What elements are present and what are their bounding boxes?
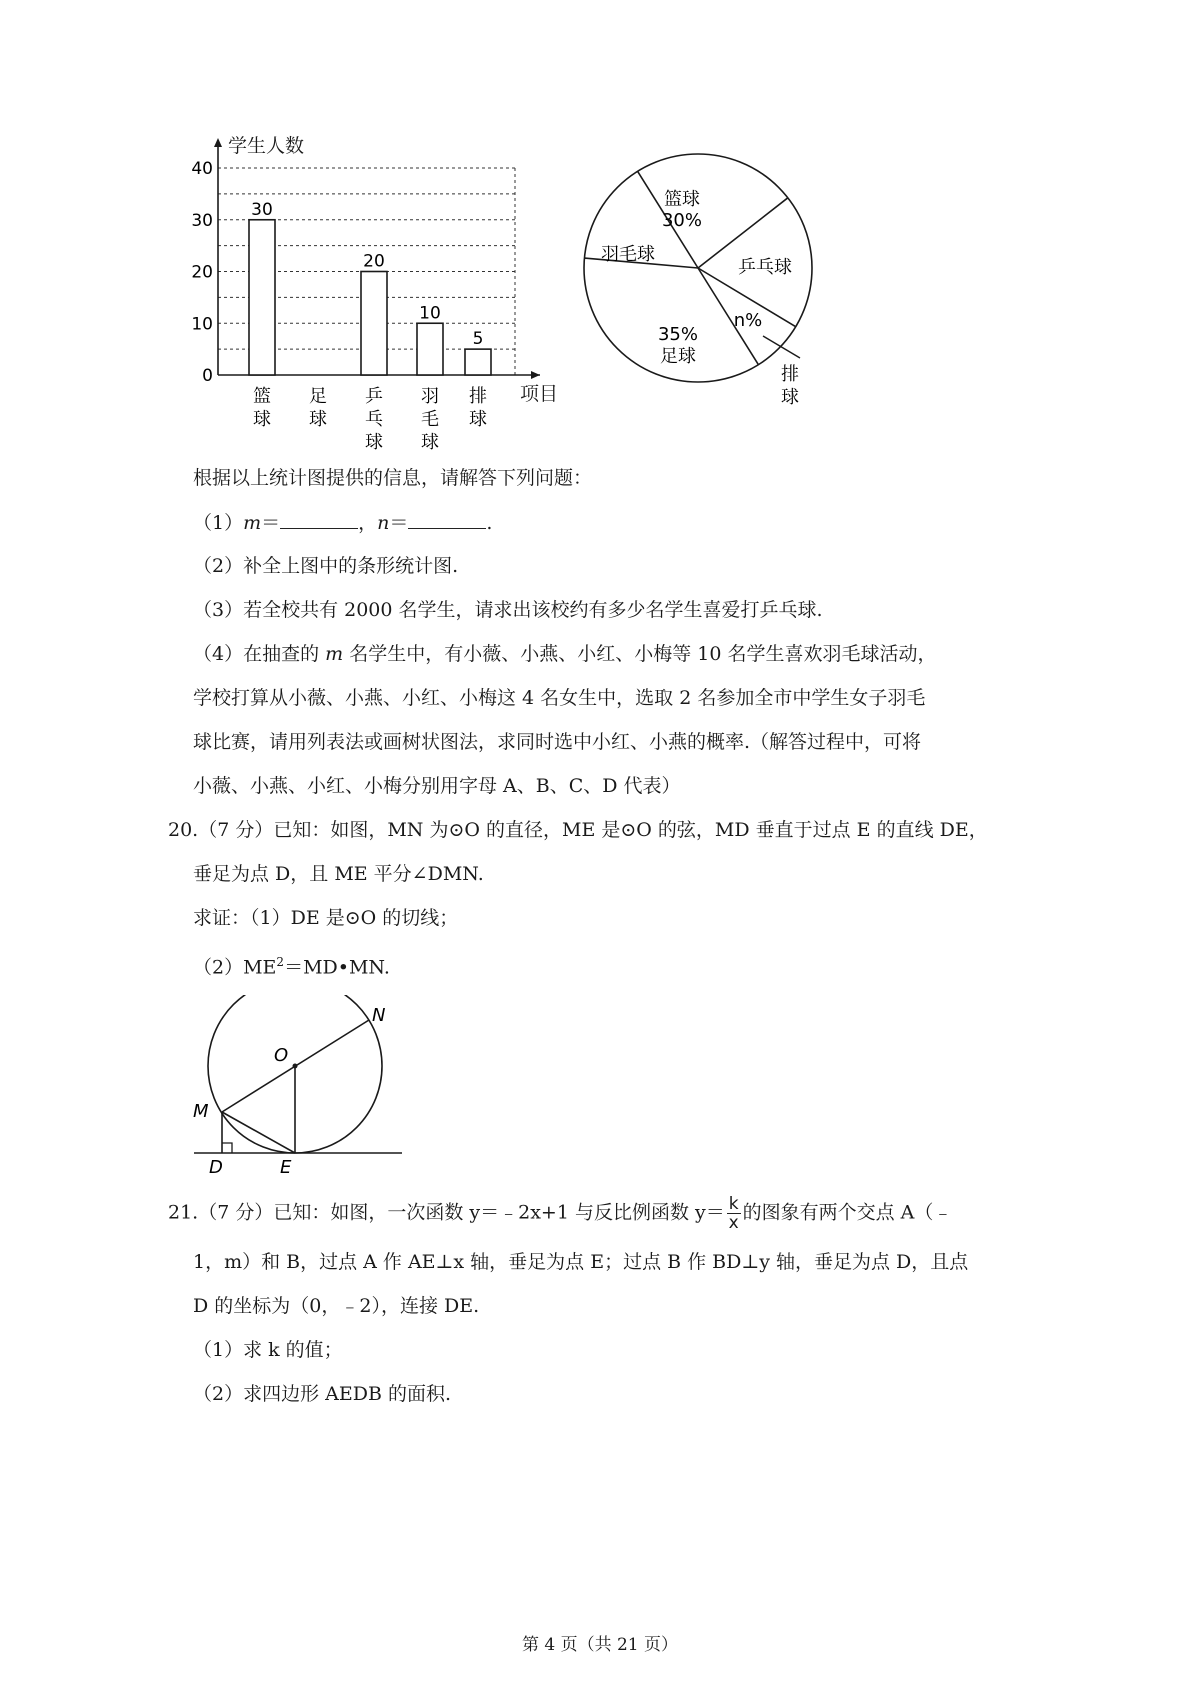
x-category-label: 乓 [365,409,383,430]
pie-label-basketball: 篮球 [664,189,700,210]
bar-data-label: 10 [419,303,441,324]
label-e: E [280,1157,292,1178]
problem-20-line-1: 20.（7 分）已知：如图，MN 为⊙O 的直径，ME 是⊙O 的弦，MD 垂直于过点 E 的直线 DE， [168,819,988,841]
bar-chart-xlabel: 项目 [520,383,559,405]
bar-data-label: 30 [251,199,273,220]
label-n: N [372,1005,386,1026]
pie-value-football: 35% [657,324,699,345]
x-category-label: 乒 [365,386,383,407]
question-4-line-3: 球比赛，请用列表法或画树状图法，求同时选中小红、小燕的概率.（解答过程中，可将 [193,731,922,753]
label-d: D [209,1157,223,1178]
question-3: （3）若全校共有 2000 名学生，请求出该校约有多少名学生喜爱打乒乓球. [193,599,823,621]
pie-label-pingpong: 乒乓球 [738,257,792,278]
bar [361,272,387,376]
circle-figure [188,995,408,1180]
bar-chart [190,130,580,460]
pie-chart [580,140,820,420]
y-tick-label: 10 [191,314,213,335]
problem-21-line-5: （2）求四边形 AEDB 的面积. [193,1383,451,1405]
question-2: （2）补全上图中的条形统计图. [193,555,459,577]
question-4-line-4: 小薇、小燕、小红、小梅分别用字母 A、B、C、D 代表） [193,775,681,797]
bar [417,323,443,375]
problem-21-line-4: （1）求 k 的值； [193,1339,343,1361]
y-tick-label: 0 [202,366,213,386]
page-footer: 第 4 页（共 21 页） [521,1635,679,1655]
center-point [293,1064,298,1069]
problem-21-line-2: 1，m）和 B，过点 A 作 AE⊥x 轴，垂足为点 E；过点 B 作 BD⊥y 轴，垂足为点 D，且点 [193,1251,969,1273]
problem-20-line-3: 求证：（1）DE 是⊙O 的切线； [193,907,459,929]
bar [249,220,275,375]
x-category-label: 毛 [421,409,439,430]
label-o: O [274,1045,289,1066]
intro-text: 根据以上统计图提供的信息，请解答下列问题： [193,467,593,489]
chord-me [222,1112,295,1153]
x-category-label: 球 [253,409,271,430]
y-tick-label: 40 [191,159,213,179]
question-4-line-1: （4）在抽查的 m 名学生中，有小薇、小燕、小红、小梅等 10 名学生喜欢羽毛球活动， [193,643,937,665]
x-category-label: 球 [365,432,383,453]
x-axis-arrow [531,371,540,379]
bar-chart-ylabel: 学生人数 [228,135,305,157]
y-axis-arrow [214,138,222,147]
x-category-label: 排 [469,386,487,407]
problem-20-line-4: $(2)ME^2=MD•MN$. [193,955,390,979]
pie-value-basketball: 30% [661,210,703,231]
x-category-label: 球 [309,409,327,430]
bar [465,349,491,375]
right-angle-mark [222,1143,232,1153]
question-1: （1）m＝ ，n＝ . [193,512,493,534]
pie-callout-line [763,336,800,358]
pie-label-badminton: 羽毛球 [601,244,655,265]
pie-value-n: n% [733,310,763,331]
bar-chart-labels [191,159,487,453]
x-category-label: 球 [469,409,487,430]
x-category-label: 篮 [253,386,271,407]
y-tick-label: 20 [191,262,213,283]
bar-data-label: 5 [472,329,484,350]
pie-callout-char-2: 球 [781,387,799,408]
pie-callout-char-1: 排 [781,364,799,385]
question-4-line-2: 学校打算从小薇、小燕、小红、小梅这 4 名女生中，选取 2 名参加全市中学生女子羽毛 [193,687,926,709]
y-tick-label: 30 [191,210,213,231]
problem-20-line-2: 垂足为点 D，且 ME 平分∠DMN. [193,863,484,885]
problem-21-line-1: 21.（7 分）已知：如图，一次函数 y＝﹣2x+1 与反比例函数 y＝ $\frac{k}{x}$ 的图象有两个交点 A（﹣ [168,1194,953,1233]
x-category-label: 足 [309,386,327,407]
bar-data-label: 20 [363,251,385,272]
label-m: M [193,1101,209,1122]
x-category-label: 羽 [421,386,439,407]
fraction-k-over-x: $\frac{k}{x}$ [728,1194,739,1233]
pie-label-football: 足球 [660,346,696,367]
x-category-label: 球 [421,432,439,453]
problem-21-line-3: D 的坐标为（0，﹣2），连接 DE. [193,1295,480,1317]
